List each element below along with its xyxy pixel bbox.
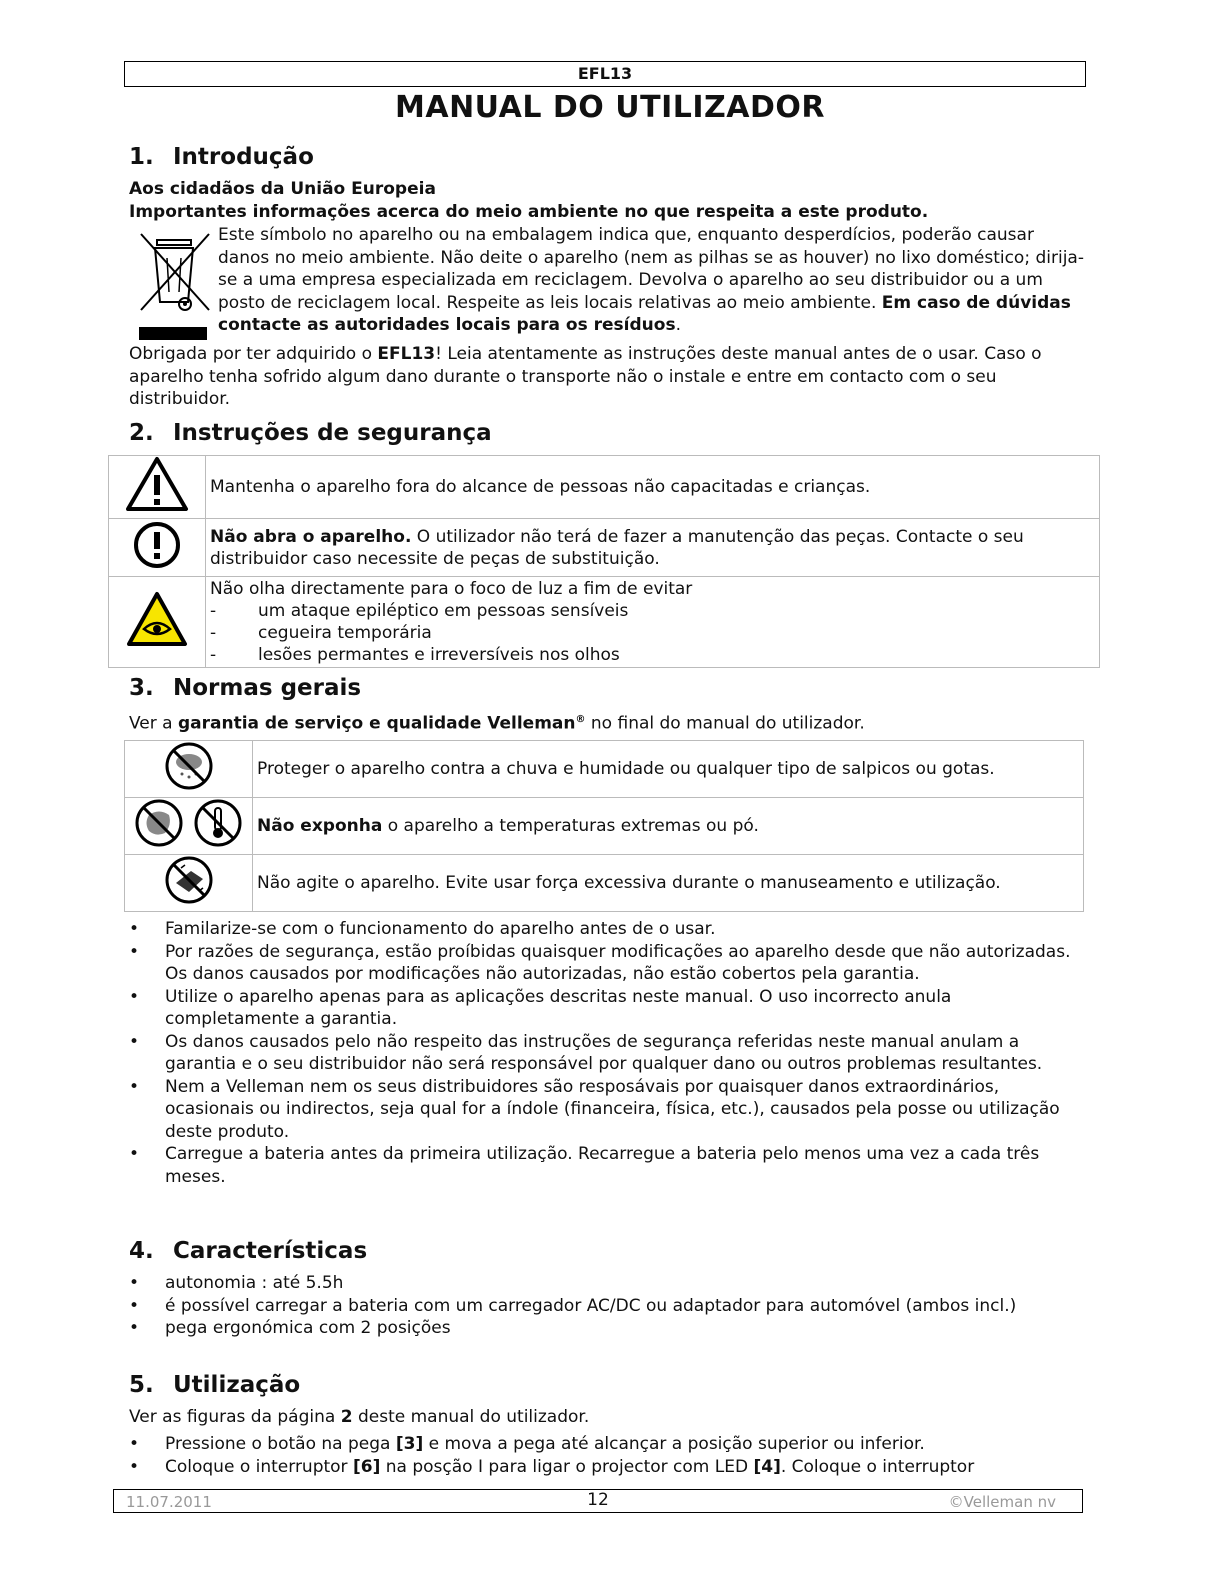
list-item: • Carregue a bateria antes da primeira utilização. Recarregue a bateria pelo menos uma vez a cada três meses. [129, 1143, 1079, 1188]
list-item: • Os danos causados pelo não respeito das instruções de segurança referidas neste manual anulam a garantia e o seu distribuidor não será responsável por qualquer dano ou outros problemas resultantes. [129, 1031, 1079, 1076]
exclamation-circle-icon [130, 520, 184, 570]
warranty-line: Ver a garantia de serviço e qualidade Velleman® no final do manual do utilizador. [129, 713, 865, 734]
env-bold-text: Em caso de dúvidas contacte as autoridades locais para os resíduos [218, 292, 1071, 335]
section-4-heading: 4. Características [129, 1238, 368, 1264]
list-item: • Familarize-se com o funcionamento do aparelho antes de o usar. [129, 918, 1079, 941]
safety-row [109, 519, 1100, 577]
features-bullets [129, 1272, 1079, 1340]
no-rain-icon [161, 741, 217, 791]
env-title: Importantes informações acerca do meio ambiente no que respeita a este produto. [129, 202, 929, 222]
footer-copyright: ©Velleman nv [948, 1493, 1056, 1511]
general-text: Não agite o aparelho. Evite usar força excessiva durante o manuseamento e utilização. [253, 855, 1084, 912]
usage-bullets [129, 1433, 1079, 1478]
general-bullets [129, 918, 1079, 1188]
general-row [125, 855, 1084, 912]
no-temperature-icon [191, 798, 245, 848]
list-item: • Pressione o botão na pega [3] e mova a pega até alcançar a posição superior ou inferior. [129, 1433, 1079, 1456]
general-row [125, 741, 1084, 798]
eu-title: Aos cidadãos da União Europeia [129, 179, 436, 199]
list-item: • é possível carregar a bateria com um carregador AC/DC ou adaptador para automóvel (ambos incl.) [129, 1295, 1079, 1318]
list-item: • autonomia : até 5.5h [129, 1272, 1079, 1295]
list-item: • Coloque o interruptor [6] na posção I para ligar o projector com LED [4]. Coloque o interruptor [129, 1456, 1079, 1479]
safety-row [109, 577, 1100, 668]
general-table [124, 740, 1084, 912]
section-1-heading: 1. Introdução [129, 144, 314, 170]
thanks-paragraph: Obrigada por ter adquirido o EFL13! Leia atentamente as instruções deste manual antes de o usar. Caso o aparelho tenha sofrido algum dano durante o transporte não o instale e entre em contacto com o seu distribuidor. [129, 344, 1042, 409]
no-dust-icon [132, 798, 186, 848]
list-item: • Por razões de segurança, estão proíbidas quaisquer modificações ao aparelho desde que não autorizadas. Os danos causados por modificações não autorizadas, não estão cobertos pela garantia. [129, 941, 1079, 986]
page-number: 12 [587, 1490, 609, 1510]
list-item: - um ataque epiléptico em pessoas sensíveis [210, 601, 629, 621]
no-shaking-icon [161, 855, 217, 905]
safety-text: Não abra o aparelho. O utilizador não terá de fazer a manutenção das peças. Contacte o seu distribuidor caso necessite de peças de substituição. [206, 519, 1100, 577]
list-item: • Utilize o aparelho apenas para as aplicações descritas neste manual. O uso incorrecto anula completamente a garantia. [129, 986, 1079, 1031]
general-row [125, 798, 1084, 855]
page-title: MANUAL DO UTILIZADOR [395, 90, 825, 125]
general-text: Não exponha o aparelho a temperaturas extremas ou pó. [253, 798, 1084, 855]
section-3-heading: 3. Normas gerais [129, 675, 362, 701]
weee-bin-icon [135, 230, 215, 340]
page-footer [113, 1489, 1083, 1513]
header-model-box [124, 61, 1086, 87]
list-item: • pega ergonómica com 2 posições [129, 1317, 1079, 1340]
footer-date: 11.07.2011 [126, 1493, 212, 1511]
section-5-heading: 5. Utilização [129, 1372, 301, 1398]
section-2-heading: 2. Instruções de segurança [129, 420, 492, 446]
general-text: Proteger o aparelho contra a chuva e humidade ou qualquer tipo de salpicos ou gotas. [253, 741, 1084, 798]
eye-warning-icon [126, 591, 188, 647]
safety-row [109, 456, 1100, 519]
list-item: - lesões permantes e irreversíveis nos olhos [210, 645, 620, 665]
env-text: Este símbolo no aparelho ou na embalagem indica que, enquanto desperdícios, poderão causar danos no meio ambiente. Não deite o aparelho (nem as pilhas se as houver) no lixo doméstico; dirija-se a uma empresa especializada em reciclagem. Devolva o aparelho ao seu distribuidor ou a um posto de reciclagem local. Respeite as leis locais relativas ao meio ambiente. Em caso de dúvidas contacte as autoridades locais para os resíduos. [218, 225, 1084, 335]
list-item: • Nem a Velleman nem os seus distribuidores são resposávais por quaisquer danos extraordinários, ocasionais ou indirectos, seja qual for a índole (financeira, física, etc.), causados pela posse ou utilização deste produto. [129, 1076, 1079, 1144]
safety-text: Não olha directamente para o foco de luz a fim de evitar - um ataque epiléptico em pessoas sensíveis - cegueira temporária - lesões permantes e irreversíveis nos olhos [206, 577, 1100, 668]
list-item: - cegueira temporária [210, 623, 432, 643]
safety-table [108, 455, 1100, 668]
figures-line: Ver as figuras da página 2 deste manual do utilizador. [129, 1407, 590, 1427]
warning-triangle-icon [125, 456, 189, 512]
model-label: EFL13 [577, 64, 633, 83]
safety-text: Mantenha o aparelho fora do alcance de pessoas não capacitadas e crianças. [206, 456, 1100, 519]
